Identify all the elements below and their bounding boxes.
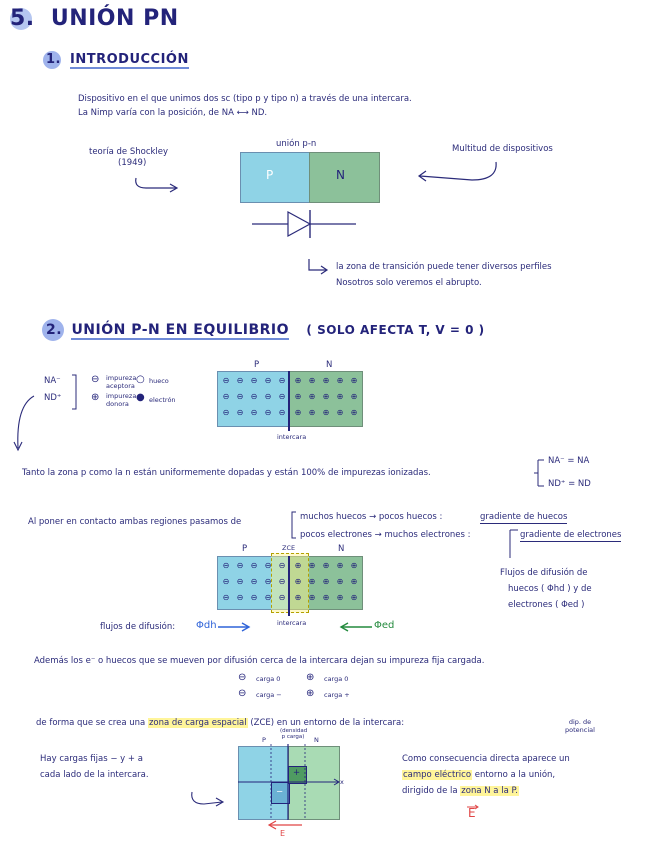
acceptor-ion-icon: ⊖ [250, 577, 258, 586]
curved-arrow-left [8, 392, 38, 462]
donor-ion-icon: ⊕ [294, 577, 302, 586]
acceptor-ion-icon: ⊖ [250, 561, 258, 570]
acceptor-ion-icon: ⊖ [236, 376, 244, 385]
charge-plus: carga + [324, 691, 350, 699]
zce-sentence-c: (ZCE) en un entorno de la intercara: [250, 718, 405, 728]
acceptor-ion-icon: ⊖ [264, 408, 272, 417]
donor-ion-icon: ⊕ [308, 392, 316, 401]
donor-ion-icon: ⊕ [308, 561, 316, 570]
n-region-label: N [336, 168, 345, 182]
multitud-label: Multitud de dispositivos [452, 144, 553, 154]
acceptor-ion-icon: ⊖ [250, 408, 258, 417]
dip-potencial: dip. de potencial [565, 718, 595, 734]
acceptor-ion-icon: ⊖ [278, 408, 286, 417]
ionized-donor-icon: ⊕ [306, 688, 315, 699]
diffusion-line-3: electrones ( Φed ) [508, 600, 585, 610]
acceptor-ion-icon: ⊖ [236, 392, 244, 401]
acceptor-ion-icon: ⊖ [222, 577, 230, 586]
section1-number: 1. [46, 52, 61, 67]
donor-ion-icon: ⊕ [322, 392, 330, 401]
diagram2-p-label: P [242, 544, 248, 554]
charge-0-a: carga 0 [256, 675, 281, 683]
phi-holes-arrow [218, 622, 252, 632]
legend-brace [70, 373, 80, 411]
donor-ion-icon: ⊕ [322, 593, 330, 602]
acceptor-ion-icon: ⊖ [250, 392, 258, 401]
fixed-charges-2: cada lado de la intercara. [40, 770, 149, 780]
acceptor-ion-icon: ⊖ [236, 593, 244, 602]
page-title [10, 6, 179, 32]
uniform-doping-text: Tanto la zona p como la n están uniformemente dopadas y están 100% de impurezas ionizadas. [22, 468, 431, 478]
ionized-acceptor-icon: ⊖ [238, 688, 247, 699]
multitud-arrow [412, 160, 502, 190]
acceptor-ion-icon: ⊖ [236, 408, 244, 417]
transition-line-2: Nosotros solo veremos el abrupto. [336, 278, 482, 288]
na-symbol: NA⁻ [44, 376, 61, 386]
acceptor-ion-icon: ⊖ [264, 392, 272, 401]
phi-electrons: Φed [374, 620, 395, 631]
e-vector-label: E [468, 806, 476, 820]
ademas-text: Además los e⁻ o huecos que se mueven por difusión cerca de la intercara dejan su impureza fija cargada. [34, 656, 485, 666]
zce-sentence-b: zona de carga espacial [148, 718, 247, 728]
section2-note: ( SOLO AFECTA T, V = 0 ) [306, 323, 485, 337]
diagram2-zce-label: ZCE [282, 544, 296, 552]
donor-ion-icon: ⊕ [294, 376, 302, 385]
donor-ion-icon: ⊕ [350, 561, 358, 570]
grad-holes-text: gradiente de huecos [480, 512, 568, 522]
donor-ion-icon: ⊕ [350, 408, 358, 417]
zce-diagram-density: (densidad p carga) [280, 728, 308, 740]
title-text: UNIÓN PN [50, 6, 179, 31]
eq-nd: ND⁺ = ND [548, 479, 591, 489]
diode-symbol [252, 206, 358, 246]
diagram1-p-label: P [254, 360, 260, 370]
intro-line-1: Dispositivo en el que unimos dos sc (tipo p y tipo n) a través de una intercara. [78, 94, 412, 104]
diffusion-bracket [508, 528, 538, 562]
nd-symbol: ND⁺ [44, 393, 62, 403]
grad-electrons-text: gradiente de electrones [520, 530, 622, 540]
p-region [240, 152, 311, 203]
acceptor-ion-icon: ⊖ [278, 392, 286, 401]
donor-ion-icon: ⊕ [336, 577, 344, 586]
consequence-2 [402, 770, 555, 781]
phi-holes: Φdh [196, 620, 217, 631]
acceptor-label: impureza aceptora [106, 374, 137, 390]
fixed-charges-arrow [188, 790, 228, 812]
zce-plus-sign: + [293, 768, 301, 778]
title-number: 5. [10, 6, 35, 31]
diagram1-n-label: N [326, 360, 333, 370]
acceptor-ion-icon: ⊖ [278, 593, 286, 602]
acceptor-ion-icon: ⊖ [278, 376, 286, 385]
shockley-arrow [132, 174, 182, 198]
acceptor-ion-icon: ⊖ [222, 408, 230, 417]
campo-electrico-text: campo eléctrico [403, 770, 472, 780]
diagram1-intercara-label: intercara [277, 433, 307, 441]
diffusion-line-1: Flujos de difusión de [500, 568, 588, 578]
many-holes-text: muchos huecos → pocos huecos : [300, 512, 443, 522]
hole-label: hueco [149, 377, 169, 385]
donor-ion-icon: ⊕ [308, 408, 316, 417]
donor-ion-icon: ⊕ [294, 593, 302, 602]
electron-icon: ● [136, 392, 145, 403]
shockley-label: teoría de Shockley [89, 147, 169, 157]
zce-e-field-label: E [280, 829, 286, 838]
donor-ion-icon: ⊕ [350, 577, 358, 586]
intro-line-2: La Nimp varía con la posición, de NA ⟷ ND. [78, 108, 268, 118]
acceptor-ion-icon: ⊖ [264, 577, 272, 586]
zce-sentence-a: de forma que se crea una [36, 718, 146, 728]
section1-title: INTRODUCCIÓN [70, 52, 189, 67]
transition-arrow [306, 258, 332, 276]
few-electrons-text: pocos electrones → muchos electrones : [300, 530, 471, 540]
acceptor-ion-icon: ⊖ [250, 376, 258, 385]
entorno-union-text: entorno a la unión, [474, 770, 556, 780]
acceptor-ion-icon: ⊖ [264, 593, 272, 602]
donor-ion-icon: ⊕ [294, 408, 302, 417]
section2-title: UNIÓN P-N EN EQUILIBRIO [71, 322, 290, 338]
e-vector-arrow [466, 804, 480, 810]
contact-text: Al poner en contacto ambas regiones pasamos de [28, 517, 242, 527]
acceptor-ion-icon: ⊖ [222, 593, 230, 602]
donor-ion-icon: ⊕ [294, 392, 302, 401]
p-region-label: P [266, 168, 274, 182]
neutral-donor-icon: ⊕ [306, 672, 315, 683]
electron-label: electrón [149, 396, 176, 404]
zce-e-field-arrow [266, 820, 306, 830]
acceptor-ion-icon: ⊖ [236, 561, 244, 570]
donor-ion-icon: ⊕ [336, 392, 344, 401]
acceptor-ion-icon: ⊖ [264, 376, 272, 385]
acceptor-ion-icon: ⊖ [236, 577, 244, 586]
diffusion-line-2: huecos ( Φhd ) y de [508, 584, 592, 594]
donor-ion-icon: ⊕ [322, 376, 330, 385]
section2-number: 2. [46, 322, 63, 338]
phi-electrons-arrow [338, 622, 372, 632]
diagram2-intercara-label: intercara [277, 619, 307, 627]
gradient-brace [288, 510, 298, 540]
donor-ion-icon: ⊕ [350, 593, 358, 602]
section2-heading [46, 322, 485, 338]
donor-ion-icon: ⊕ [322, 408, 330, 417]
zce-x-axis-label: x [340, 778, 344, 786]
donor-ion-icon: ⊕ [294, 561, 302, 570]
donor-ion-icon: ⊕ [336, 561, 344, 570]
charge-minus: carga − [256, 691, 282, 699]
donor-ion-icon: ⊕ [322, 561, 330, 570]
acceptor-ion-icon: ⊖ [278, 577, 286, 586]
acceptor-ion-icon: ⊖ [222, 561, 230, 570]
donor-ion-icon: ⊕ [336, 376, 344, 385]
transition-line-1: la zona de transición puede tener diversos perfiles [336, 262, 552, 272]
donor-ion-icon: ⊕ [336, 408, 344, 417]
donor-ion-icon: ⊕ [308, 593, 316, 602]
section1-heading [46, 52, 189, 68]
zce-minus-sign: − [276, 787, 284, 797]
donor-ion-icon: ⊕ [350, 376, 358, 385]
flux-label: flujos de difusión: [100, 622, 176, 632]
charge-0-b: carga 0 [324, 675, 349, 683]
neutral-acceptor-icon: ⊖ [238, 672, 247, 683]
acceptor-ion-icon: ⊖ [222, 392, 230, 401]
donor-ion-icon: ⊕ [336, 593, 344, 602]
donor-ion-icon: ⊕ [308, 376, 316, 385]
acceptor-ion-icon: ⊖ [250, 593, 258, 602]
donor-ion-icon: ⊕ [91, 392, 100, 403]
diagram2-intercara-line [288, 556, 290, 616]
zona-n-p-text: zona N a la P. [461, 786, 518, 796]
dirigido-text: dirigido de la [402, 786, 458, 796]
donor-label: impureza donora [106, 392, 137, 408]
eq-na: NA⁻ = NA [548, 456, 590, 466]
acceptor-ion-icon: ⊖ [278, 561, 286, 570]
consequence-1: Como consecuencia directa aparece un [402, 754, 570, 764]
donor-ion-icon: ⊕ [322, 577, 330, 586]
shockley-year: (1949) [118, 158, 147, 168]
diagram2-n-label: N [338, 544, 345, 554]
zce-diagram-p: P [262, 736, 266, 744]
consequence-3 [402, 786, 519, 797]
zce-sentence [36, 718, 404, 729]
fixed-charges-1: Hay cargas fijas − y + a [40, 754, 143, 764]
donor-ion-icon: ⊕ [308, 577, 316, 586]
ionized-brace [532, 458, 548, 488]
acceptor-ion-icon: ⊖ [222, 376, 230, 385]
donor-ion-icon: ⊕ [350, 392, 358, 401]
acceptor-ion-icon: ⊖ [264, 561, 272, 570]
acceptor-ion-icon: ⊖ [91, 374, 100, 385]
union-pn-label: unión p-n [276, 139, 317, 149]
zce-diagram-n: N [314, 736, 319, 744]
zce-diagram-axes [236, 742, 346, 822]
diagram1-intercara-line [288, 371, 290, 431]
hole-icon: ○ [136, 374, 145, 385]
